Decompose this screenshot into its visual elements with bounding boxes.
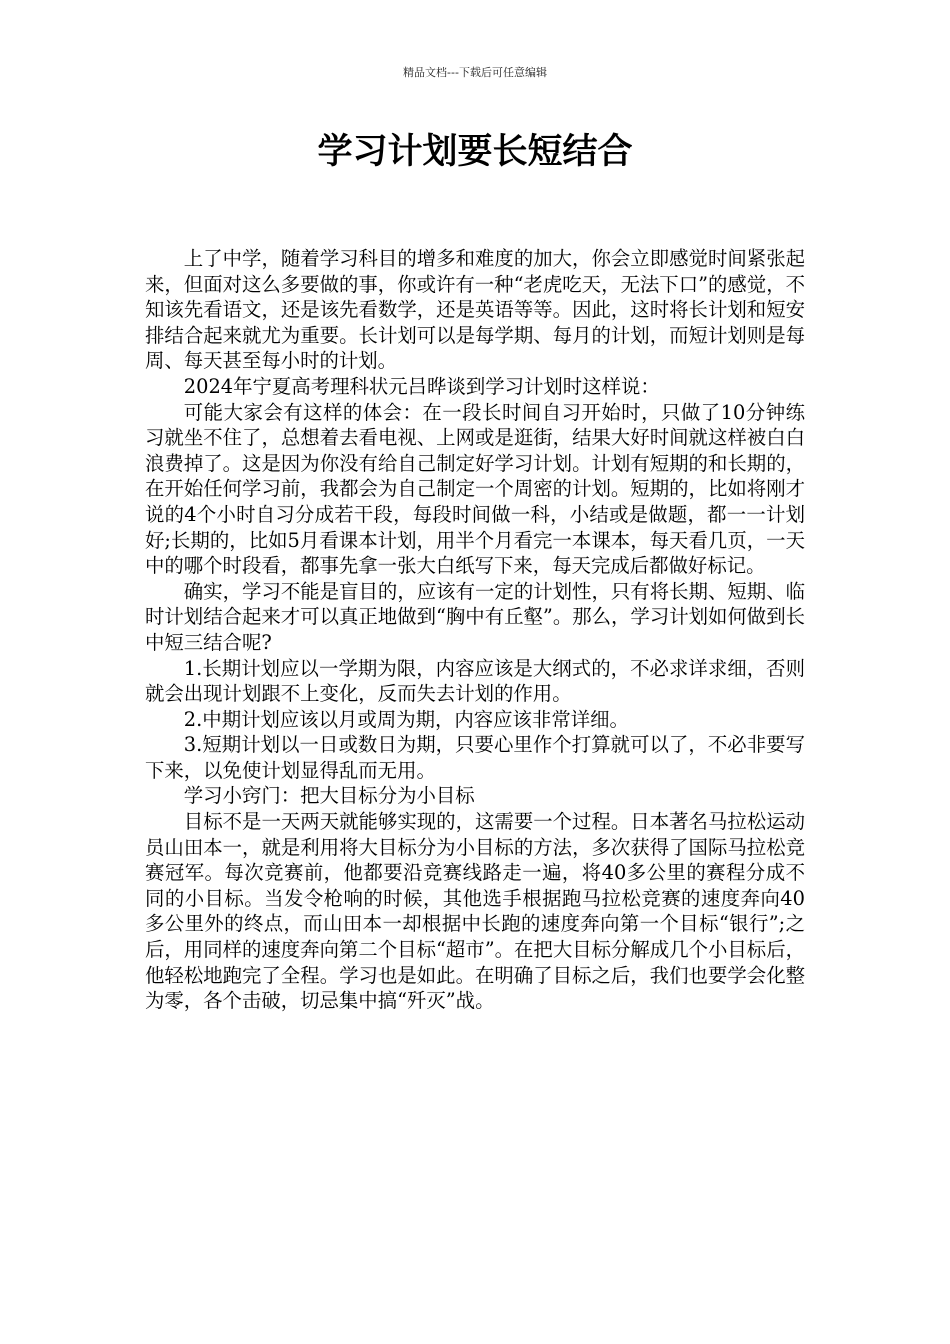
paragraph-tip-body: 目标不是一天两天就能够实现的，这需要一个过程。日本著名马拉松运动员山田本一，就是利用将大目标分为小目标的方法，多次获得了国际马拉松竞赛冠军。每次竞赛前，他都要沿竞赛线路走一遍，将40多公里的赛程分成不同的小目标。当发令枪响的时候，其他选手根据跑马拉松竞赛的速度奔向40多公里外的终点，而山田本一却根据中长跑的速度奔向第一个目标“银行”;之后，用同样的速度奔向第二个目标“超市”。在把大目标分解成几个小目标后，他轻松地跑完了全程。学习也是如此。在明确了目标之后，我们也要学会化整为零，各个击破，切忌集中搞“歼灭”战。 xyxy=(145,810,805,1013)
document-body xyxy=(145,246,805,1014)
paragraph-item-1: 1.长期计划应以一学期为限，内容应该是大纲式的，不必求详求细，否则就会出现计划跟不上变化，反而失去计划的作用。 xyxy=(145,656,805,706)
paragraph-quote: 可能大家会有这样的体会：在一段长时间自习开始时，只做了10分钟练习就坐不住了，总想着去看电视、上网或是逛街，结果大好时间就这样被白白浪费掉了。这是因为你没有给自己制定好学习计划。计划有短期的和长期的，在开始任何学习前，我都会为自己制定一个周密的计划。短期的，比如将刚才说的4个小时自习分成若干段，每段时间做一科，小结或是做题，都一一计划好;长期的，比如5月看课本计划，用半个月看完一本课本，每天看几页，一天中的哪个时段看，都事先拿一张大白纸写下来，每天完成后都做好标记。 xyxy=(145,400,805,578)
header-note: 精品文档---下载后可任意编辑 xyxy=(403,66,547,79)
paragraph-tip-heading: 学习小窍门：把大目标分为小目标 xyxy=(183,784,475,808)
page-title: 学习计划要长短结合 xyxy=(317,132,633,172)
paragraph-question: 确实，学习不能是盲目的，应该有一定的计划性，只有将长期、短期、临时计划结合起来才可以真正地做到“胸中有丘壑”。那么，学习计划如何做到长中短三结合呢? xyxy=(145,579,805,654)
paragraph-item-3: 3.短期计划以一日或数日为期，只要心里作个打算就可以了，不必非要写下来，以免使计划显得乱而无用。 xyxy=(145,733,805,782)
paragraph-intro: 上了中学，随着学习科目的增多和难度的加大，你会立即感觉时间紧张起来，但面对这么多要做的事，你或许有一种“老虎吃天，无法下口”的感觉，不知该先看语文，还是该先看数学，还是英语等等。因此，这时将长计划和短安排结合起来就尤为重要。长计划可以是每学期、每月的计划，而短计划则是每周、每天甚至每小时的计划。 xyxy=(145,247,805,373)
paragraph-quote-intro: 2024年宁夏高考理科状元吕晔谈到学习计划时这样说： xyxy=(183,374,660,398)
paragraph-item-2: 2.中期计划应该以月或周为期，内容应该非常详细。 xyxy=(183,707,629,731)
